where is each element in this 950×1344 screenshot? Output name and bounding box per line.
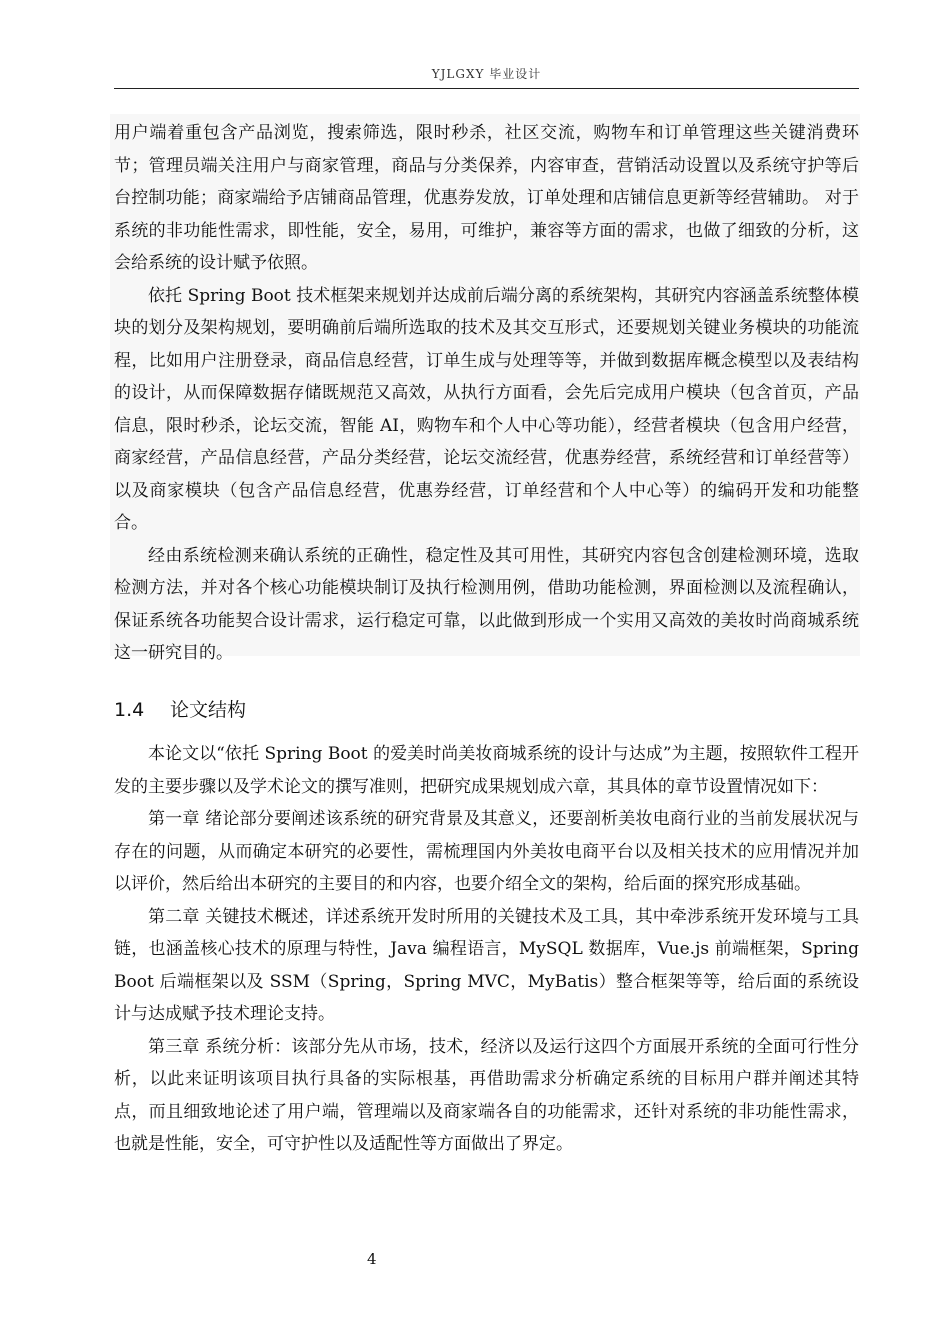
section-text-block	[114, 738, 859, 1161]
header-title: YJLGXY 毕业设计	[431, 67, 542, 81]
page-header	[114, 66, 859, 89]
paragraph: 经由系统检测来确认系统的正确性，稳定性及其可用性，其研究内容包含创建检测环境，选取检测方法，并对各个核心功能模块制订及执行检测用例，借助功能检测，界面检测以及流程确认，保证系统各功能契合设计需求，运行稳定可靠，以此做到形成一个实用又高效的美妆时尚商城系统这一研究目的。	[114, 545, 859, 663]
paragraph: 第三章 系统分析：该部分先从市场，技术，经济以及运行这四个方面展开系统的全面可行性分析，以此来证明该项目执行具备的实际根基，再借助需求分析确定系统的目标用户群并阐述其特点，而且细致地论述了用户端，管理端以及商家端各自的功能需求，还针对系统的非功能性需求，也就是性能，安全，可守护性以及适配性等方面做出了界定。	[114, 1036, 859, 1154]
section-heading	[114, 696, 246, 724]
intro-text-block	[114, 117, 859, 670]
paragraph: 依托 Spring Boot 技术框架来规划并达成前后端分离的系统架构，其研究内容涵盖系统整体模块的划分及架构规划，要明确前后端所选取的技术及其交互形式，还要规划关键业务模块的功能流程，比如用户注册登录，商品信息经营，订单生成与处理等等，并做到数据库概念模型以及表结构的设计，从而保障数据存储既规范又高效，从执行方面看，会先后完成用户模块（包含首页，产品信息，限时秒杀，论坛交流，智能 AI，购物车和个人中心等功能），经营者模块（包含用户经营，商家经营，产品信息经营，产品分类经营，论坛交流经营，优惠券经营，系统经营和订单经营等）以及商家模块（包含产品信息经营，优惠券经营，订单经营和个人中心等）的编码开发和功能整合。	[114, 285, 859, 533]
paragraph: 用户端着重包含产品浏览，搜索筛选，限时秒杀，社区交流，购物车和订单管理这些关键消费环节；管理员端关注用户与商家管理，商品与分类保养，内容审查，营销活动设置以及系统守护等后台控制功能；商家端给予店铺商品管理，优惠券发放，订单处理和店铺信息更新等经营辅助。 对于系统的非功能性需求，即性能，安全，易用，可维护，兼容等方面的需求，也做了细致的分析，这会给系统的设计赋予依照。	[114, 123, 859, 273]
paragraph: 第二章 关键技术概述，详述系统开发时所用的关键技术及工具，其中牵涉系统开发环境与工具链，也涵盖核心技术的原理与特性，Java 编程语言，MySQL 数据库，Vue.js 前端框架，Spring Boot 后端框架以及 SSM（Spring，Spring MVC，MyBatis）整合框架等等，给后面的系统设计与达成赋予技术理论支持。	[114, 906, 859, 1024]
page-number: 4	[367, 1250, 377, 1268]
paragraph: 第一章 绪论部分要阐述该系统的研究背景及其意义，还要剖析美妆电商行业的当前发展状况与存在的问题，从而确定本研究的必要性，需梳理国内外美妆电商平台以及相关技术的应用情况并加以评价，然后给出本研究的主要目的和内容，也要介绍全文的架构，给后面的探究形成基础。	[114, 809, 859, 894]
section-number: 1.4	[114, 699, 145, 721]
section-title: 论文结构	[170, 699, 247, 721]
paragraph: 本论文以“依托 Spring Boot 的爱美时尚美妆商城系统的设计与达成”为主题，按照软件工程开发的主要步骤以及学术论文的撰写准则，把研究成果规划成六章，其具体的章节设置情况如下：	[114, 744, 859, 797]
